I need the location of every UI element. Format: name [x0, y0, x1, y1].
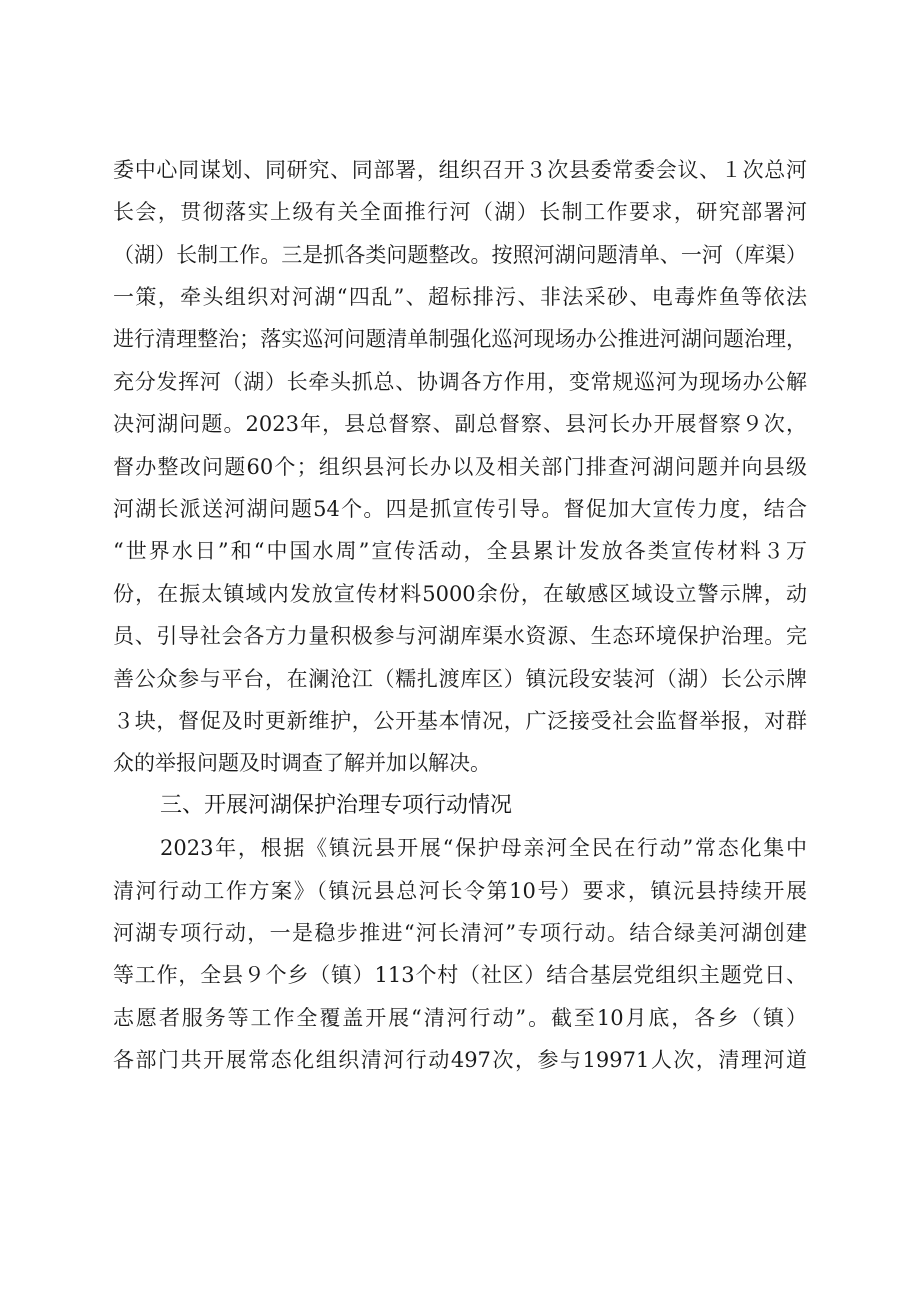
paragraph-line: 清河行动工作方案》（镇沅县总河长令第10号）要求，镇沅县持续开展 — [113, 879, 807, 903]
paragraph-line: 一策，牵头组织对河湖“四乱”、超标排污、非法采砂、电毒炸鱼等依法 — [113, 285, 807, 309]
paragraph-line: 充分发挥河（湖）长牵头抓总、协调各方作用，变常规巡河为现场办公解 — [113, 370, 807, 394]
paragraph-line: 善公众参与平台，在澜沧江（糯扎渡库区）镇沅段安装河（湖）长公示牌 — [113, 667, 807, 691]
paragraph-line: 份，在振太镇域内发放宣传材料5000余份，在敏感区域设立警示牌，动 — [113, 582, 807, 606]
paragraph-line: 长会，贯彻落实上级有关全面推行河（湖）长制工作要求，研究部署河 — [113, 200, 807, 224]
paragraph-line: “世界水日”和“中国水周”宣传活动，全县累计发放各类宣传材料３万 — [113, 539, 807, 563]
paragraph-line: 众的举报问题及时调查了解并加以解决。 — [113, 751, 491, 775]
paragraph-line: 志愿者服务等工作全覆盖开展“清河行动”。截至10月底，各乡（镇） — [113, 1006, 807, 1030]
paragraph-line: 2023年，根据《镇沅县开展“保护母亲河全民在行动”常态化集中 — [160, 836, 807, 860]
paragraph-line: 员、引导社会各方力量积极参与河湖库渠水资源、生态环境保护治理。完 — [113, 624, 807, 648]
paragraph-line: 委中心同谋划、同研究、同部署，组织召开３次县委常委会议、１次总河 — [113, 158, 807, 182]
paragraph-line: 河湖专项行动，一是稳步推进“河长清河”专项行动。结合绿美河湖创建 — [113, 921, 807, 945]
paragraph-line: 河湖长派送河湖问题54个。四是抓宣传引导。督促加大宣传力度，结合 — [113, 497, 807, 521]
paragraph-line: 决河湖问题。2023年，县总督察、副总督察、县河长办开展督察９次， — [113, 412, 807, 436]
paragraph-line: 进行清理整治；落实巡河问题清单制强化巡河现场办公推进河湖问题治理， — [113, 327, 807, 351]
paragraph-line: 等工作，全县９个乡（镇）113个村（社区）结合基层党组织主题党日、 — [113, 963, 807, 987]
paragraph-line: ３块，督促及时更新维护，公开基本情况，广泛接受社会监督举报，对群 — [113, 709, 807, 733]
section-heading: 三、开展河湖保护治理专项行动情况 — [160, 793, 513, 818]
paragraph-line: （湖）长制工作。三是抓各类问题整改。按照河湖问题清单、一河（库渠） — [113, 243, 807, 267]
paragraph-line: 各部门共开展常态化组织清河行动497次，参与19971人次，清理河道 — [113, 1048, 807, 1072]
paragraph-line: 督办整改问题60个；组织县河长办以及相关部门排查河湖问题并向县级 — [113, 455, 807, 479]
